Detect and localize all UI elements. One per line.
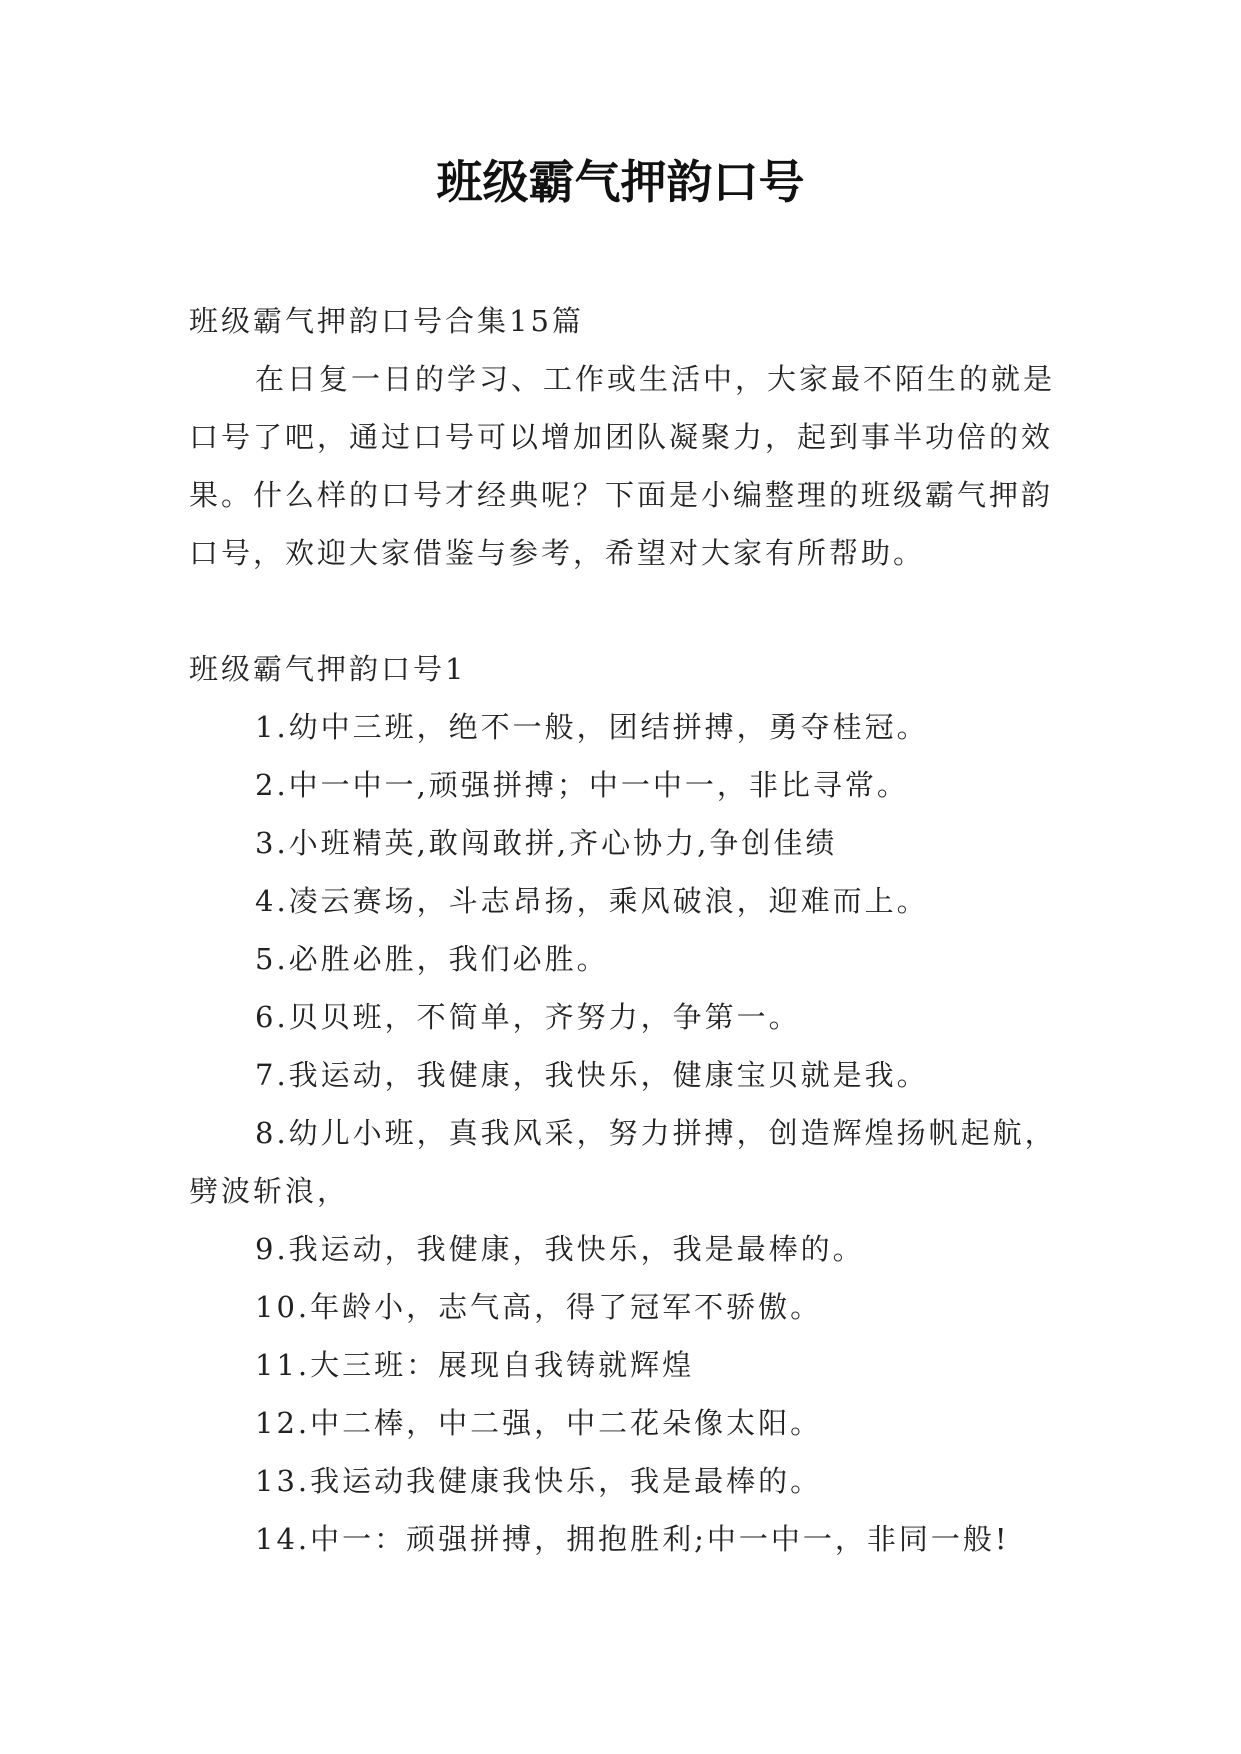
slogan-item: 11.大三班：展现自我铸就辉煌 [255, 1348, 695, 1382]
document-subtitle: 班级霸气押韵口号合集15篇 [189, 304, 584, 338]
slogan-item: 4.凌云赛场，斗志昂扬，乘风破浪，迎难而上。 [255, 884, 929, 918]
slogan-item: 3.小班精英,敢闯敢拼,齐心协力,争创佳绩 [255, 826, 838, 860]
slogan-item: 13.我运动我健康我快乐，我是最棒的。 [255, 1464, 823, 1498]
slogan-item: 12.中二棒，中二强，中二花朵像太阳。 [255, 1406, 823, 1440]
intro-paragraph: 在日复一日的学习、工作或生活中，大家最不陌生的就是口号了吧，通过口号可以增加团队凝聚力，起到事半功倍的效果。什么样的口号才经典呢？下面是小编整理的班级霸气押韵口号，欢迎大家借鉴与参考，希望对大家有所帮助。 [189, 362, 1056, 570]
section-heading: 班级霸气押韵口号1 [189, 652, 467, 686]
paragraph-gap [189, 582, 1069, 640]
slogan-item: 1.幼中三班，绝不一般，团结拼搏，勇夺桂冠。 [255, 710, 929, 744]
slogan-item: 9.我运动，我健康，我快乐，我是最棒的。 [255, 1232, 865, 1266]
slogan-item: 10.年龄小，志气高，得了冠军不骄傲。 [255, 1290, 823, 1324]
slogan-item: 7.我运动，我健康，我快乐，健康宝贝就是我。 [255, 1058, 929, 1092]
slogan-item: 14.中一：顽强拼搏，拥抱胜利;中一中一，非同一般! [255, 1522, 1010, 1556]
slogan-item: 8.幼儿小班，真我风采，努力拼搏，创造辉煌扬帆起航，劈波斩浪， [189, 1116, 1057, 1208]
document-title: 班级霸气押韵口号 [436, 155, 805, 209]
slogan-item: 2.中一中一,顽强拼搏；中一中一，非比寻常。 [255, 768, 909, 802]
slogan-item: 6.贝贝班，不简单，齐努力，争第一。 [255, 1000, 801, 1034]
slogan-item: 5.必胜必胜，我们必胜。 [255, 942, 609, 976]
document-body [189, 292, 1069, 1568]
